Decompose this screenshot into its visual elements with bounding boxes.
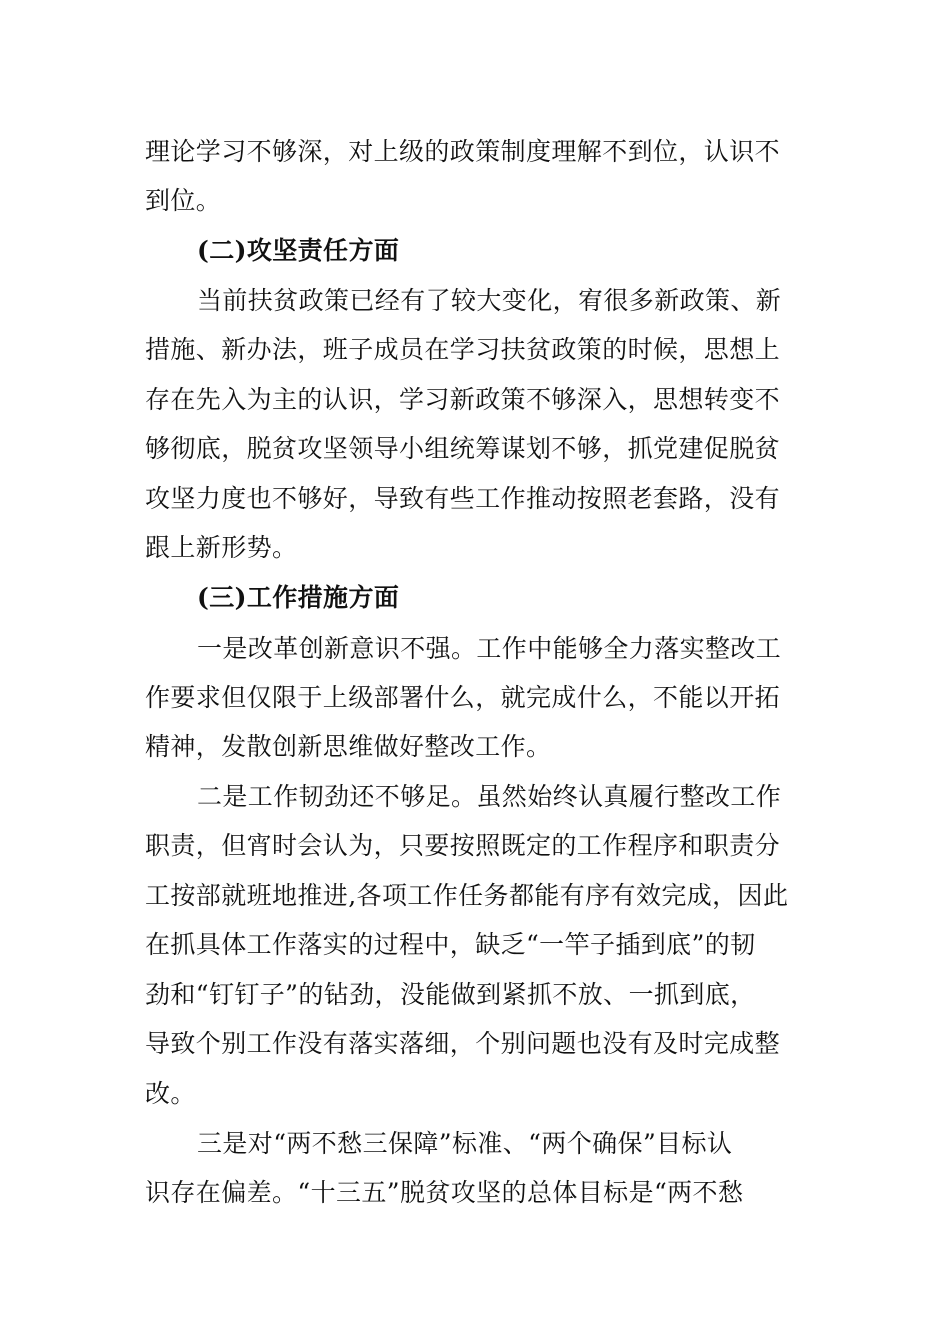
- body-text-line: 精神，发散创新思维做好整改工作。: [145, 732, 552, 761]
- body-text-line: 职责，但宵时会认为，只要按照既定的工作程序和职责分: [145, 831, 781, 860]
- body-text-line: 够彻底，脱贫攻坚领导小组统筹谋划不够，抓党建促脱贫: [145, 434, 781, 463]
- body-text-line: 到位。: [145, 186, 222, 215]
- body-text-line: 跟上新形势。: [145, 533, 298, 562]
- body-text-line: 存在先入为主的认识，学习新政策不够深入，思想转变不: [145, 385, 781, 414]
- body-text-line: 三是对“两不愁三保障”标准、“两个确保”目标认: [197, 1129, 733, 1158]
- body-text-line: 改。: [145, 1079, 196, 1108]
- section-heading: (二)攻坚责任方面: [197, 236, 400, 265]
- body-text-line: 劲和“钉钉子”的钻劲，没能做到紧抓不放、一抓到底，: [145, 980, 756, 1009]
- body-text-line: 攻坚力度也不够好，导致有些工作推动按照老套路，没有: [145, 484, 781, 513]
- body-text-line: 一是改革创新意识不强。工作中能够全力落实整改工: [197, 634, 782, 663]
- body-text-line: 当前扶贫政策已经有了较大变化，宥很多新政策、新: [197, 286, 782, 315]
- body-text-line: 作要求但仅限于上级部署什么，就完成什么，不能以开拓: [145, 683, 781, 712]
- section-heading: (三)工作措施方面: [197, 583, 400, 612]
- body-text-line: 在抓具体工作落实的过程中，缺乏“一竿子插到底”的韧: [145, 930, 756, 959]
- body-text-line: 识存在偏差。“十三五”脱贫攻坚的总体目标是“两不愁: [145, 1178, 744, 1207]
- body-text-line: 理论学习不够深，对上级的政策制度理解不到位，认识不: [145, 137, 781, 166]
- body-text-line: 工按部就班地推进,各项工作任务都能有序有效完成，因此: [145, 881, 789, 910]
- body-text-line: 二是工作韧劲还不够足。虽然始终认真履行整改工作: [197, 782, 782, 811]
- body-text-line: 导致个别工作没有落实落细，个别问题也没有及时完成整: [145, 1029, 781, 1058]
- body-text-line: 措施、新办法，班子成员在学习扶贫政策的时候，思想上: [145, 335, 781, 364]
